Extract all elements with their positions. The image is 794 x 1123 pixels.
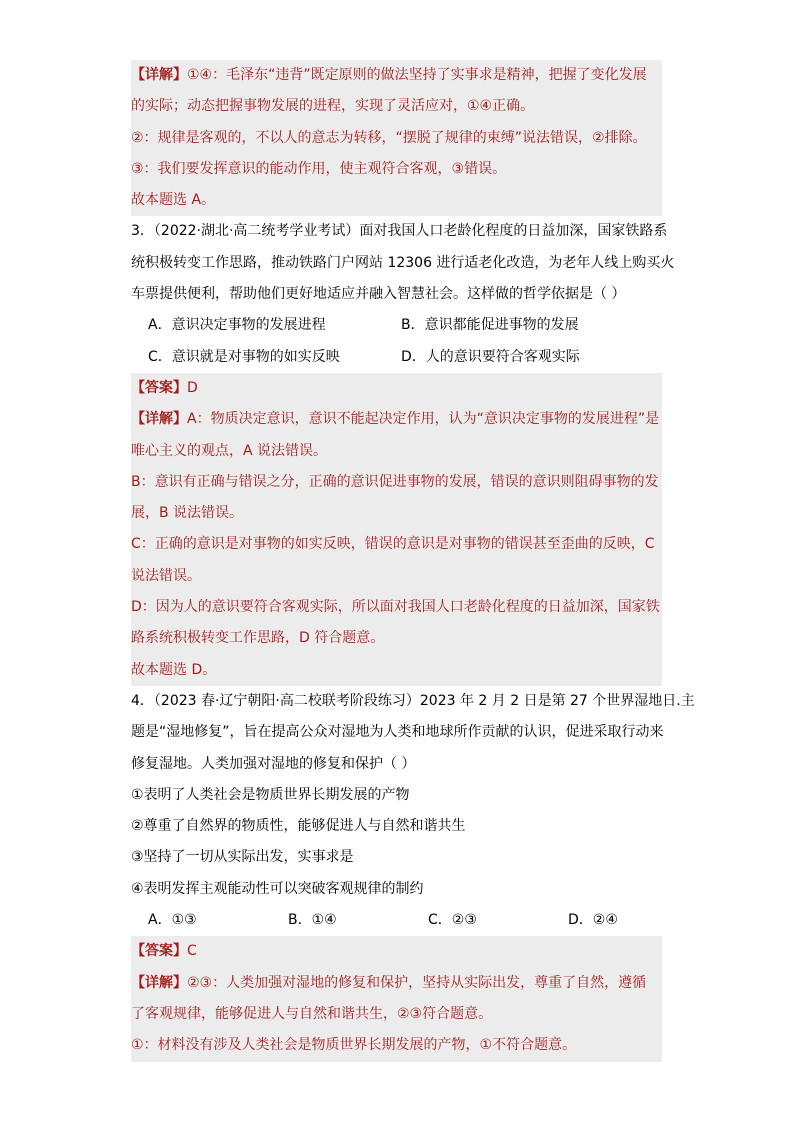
explanation-tag: 【详解】 [131,67,187,83]
question-4 [131,686,695,936]
explanation-line: D：因为人的意识要符合客观实际，所以面对我国人口老龄化程度的日益加深，国家铁 [131,599,660,616]
conclusion-line: 故本题选 D。 [131,661,217,678]
explanation-line: 说法错误。 [131,567,201,584]
q2-explanation-line: ③：我们要发挥意识的能动作用，使主观符合客观，③错误。 [131,160,507,177]
statement-item: ①表明了人类社会是物质世界长期发展的产物 [131,786,410,803]
explanation-line: 【详解】②③：人类加强对湿地的修复和保护，坚持从实际出发，尊重了自然，遵循 [131,974,647,991]
explanation-line: 唯心主义的观点，A 说法错误。 [131,442,328,459]
question-stem-line: 4．（2023 春·辽宁朝阳·高二校联考阶段练习）2023 年 2 月 2 日是第 27 个世界湿地日.主 [131,692,695,709]
option-row [131,342,662,373]
statement-item: ②尊重了自然界的物质性，能够促进人与自然和谐共生 [131,818,466,835]
answer-line [131,373,662,404]
explanation-line: C：正确的意识是对事物的如实反映，错误的意识是对事物的错误甚至歪曲的反映，C [131,536,655,553]
question-stem-line: 统积极转变工作思路，推动铁路门户网站 12306 进行适老化改造，为老年人线上购买火 [131,254,675,271]
document-page [131,60,695,1062]
answer-tag: 【答案】 [131,379,187,396]
explanation-line: 了客观规律，能够促进人与自然和谐共生，②③符合题意。 [131,1005,493,1022]
explanation-line: 路系统积极转变工作思路，D 符合题意。 [131,630,385,647]
option-row [131,310,662,341]
q2-explanation-line: 【详解】①④：毛泽东“违背”既定原则的做法坚持了实事求是精神，把握了变化发展 [131,67,647,83]
q2-conclusion: 故本题选 A。 [131,192,216,209]
option-c: C．②③ [428,912,477,929]
explanation-line: B：意识有正确与错误之分，正确的意识促进事物的发展，错误的意识则阻碍事物的发 [131,473,659,490]
explanation-line: 展，B 说法错误。 [131,505,244,522]
question-3 [131,216,675,372]
q2-explanation-line: 的实际；动态把握事物发展的进程，实现了灵活应对，①④正确。 [131,98,535,115]
answer-tag: 【答案】 [131,943,187,960]
option-row [131,905,662,936]
explanation-tag: 【详解】 [131,974,187,991]
answer-value: C [187,943,197,960]
question-stem-line: 车票提供便利，帮助他们更好地适应并融入智慧社会。这样做的哲学依据是（ ） [131,286,626,303]
question-stem-line: 修复湿地。人类加强对湿地的修复和保护（ ） [131,755,416,772]
option-c: C．意识就是对事物的如实反映 [148,348,340,365]
explanation-line: 【详解】A：物质决定意识，意识不能起决定作用，认为“意识决定事物的发展进程”是 [131,411,660,428]
q3-answer-block [131,373,662,686]
question-stem-line: 题是“湿地修复”，旨在提高公众对湿地为人类和地球所作贡献的认识，促进采取行动来 [131,724,664,741]
statement-item: ④表明发挥主观能动性可以突破客观规律的制约 [131,880,424,897]
q2-explanation-line: ②：规律是客观的，不以人的意志为转移，“摆脱了规律的束缚”说法错误，②排除。 [131,129,647,146]
q4-answer-block [131,936,662,1061]
option-b: B．①④ [288,912,337,929]
option-a: A．意识决定事物的发展进程 [148,317,326,334]
explanation-tag: 【详解】 [131,411,187,428]
answer-value: D [187,379,198,396]
option-d: D．②④ [568,912,618,929]
option-d: D．人的意识要符合客观实际 [401,348,580,365]
option-a: A．①③ [148,912,197,929]
explanation-line: ①：材料没有涉及人类社会是物质世界长期发展的产物，①不符合题意。 [131,1037,577,1054]
question-stem-line: 3．（2022·湖北·高二统考学业考试）面对我国人口老龄化程度的日益加深，国家铁路系 [131,223,668,240]
q2-explanation-block [131,60,662,216]
statement-item: ③坚持了一切从实际出发，实事求是 [131,849,354,866]
option-b: B．意识都能促进事物的发展 [401,317,579,334]
answer-line [131,936,662,967]
